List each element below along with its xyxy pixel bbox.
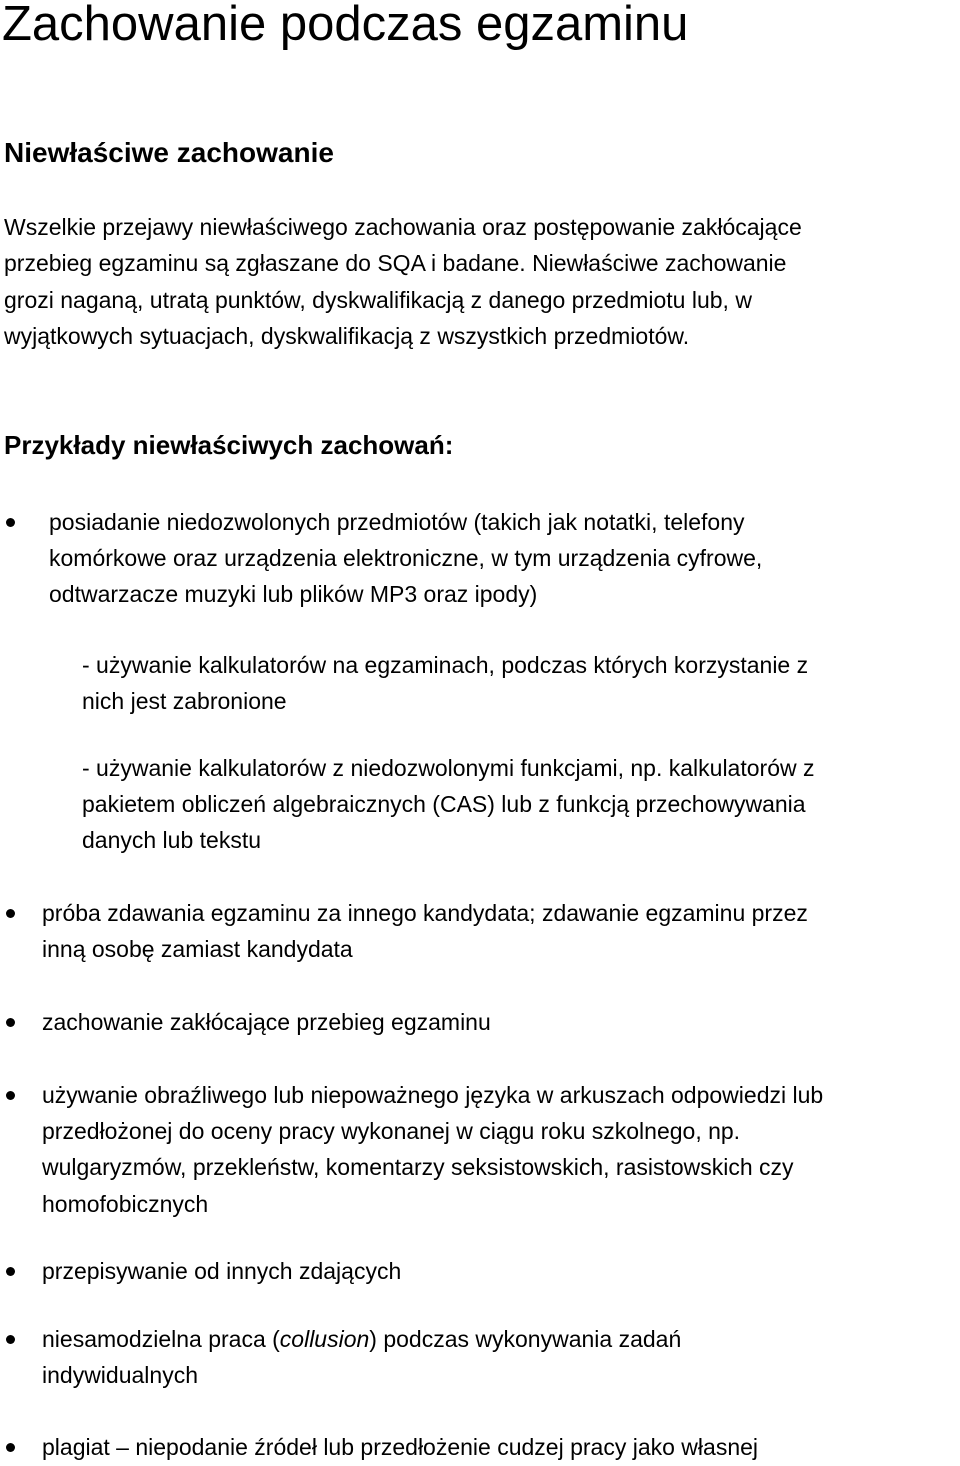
list-item-line [42, 1321, 952, 1357]
list-item-line: próba zdawania egzaminu za innego kandydata; zdawanie egzaminu przez [42, 900, 808, 926]
section-heading: Niewłaściwe zachowanie [4, 137, 334, 168]
intro-line: przebieg egzaminu są zgłaszane do SQA i badane. Niewłaściwe zachowanie [4, 250, 787, 277]
list-item-line: indywidualnych [42, 1362, 198, 1389]
bullet-icon [6, 1443, 15, 1452]
list-item-text: ) podczas wykonywania zadań [369, 1326, 682, 1352]
list-item-line: odtwarzacze muzyki lub plików MP3 oraz ipody) [49, 581, 538, 608]
list-item-line: homofobicznych [42, 1190, 209, 1217]
list-item [42, 1004, 952, 1040]
list-item [42, 1429, 957, 1465]
sub-list-item-line: pakietem obliczeń algebraicznych (CAS) lub z funkcją przechowywania [82, 791, 806, 818]
sub-list-item [82, 647, 952, 719]
list-item [42, 1077, 957, 1222]
bullet-icon [6, 909, 15, 918]
list-item [49, 504, 949, 613]
bullet-icon [6, 1091, 15, 1100]
sub-list-item-line: - używanie kalkulatorów z niedozwolonymi funkcjami, np. kalkulatorów z [82, 755, 815, 781]
sub-list-item-line: nich jest zabronione [82, 688, 287, 715]
bullet-icon [6, 518, 15, 527]
list-item-italic-term: collusion [279, 1326, 370, 1352]
list-item-line: inną osobę zamiast kandydata [42, 936, 353, 963]
list-item-line: plagiat – niepodanie źródeł lub przedłożenie cudzej pracy jako własnej [42, 1434, 759, 1460]
intro-line: Wszelkie przejawy niewłaściwego zachowania oraz postępowanie zakłócające [4, 214, 802, 240]
list-item [42, 1321, 952, 1393]
bullet-icon [6, 1335, 15, 1344]
list-item-line: wulgaryzmów, przekleństw, komentarzy seksistowskich, rasistowskich czy [42, 1154, 794, 1181]
examples-heading: Przykłady niewłaściwych zachowań: [4, 430, 454, 460]
sub-list-item [82, 750, 952, 859]
list-item [42, 1253, 952, 1289]
bullet-icon [6, 1267, 15, 1276]
sub-list-item-line: danych lub tekstu [82, 827, 262, 854]
sub-list-item-line: - używanie kalkulatorów na egzaminach, podczas których korzystanie z [82, 652, 809, 678]
bullet-icon [6, 1018, 15, 1027]
list-item-line: zachowanie zakłócające przebieg egzaminu [42, 1009, 491, 1035]
list-item-line: używanie obraźliwego lub niepoważnego języka w arkuszach odpowiedzi lub [42, 1082, 824, 1108]
page-title: Zachowanie podczas egzaminu [2, 0, 689, 51]
list-item-line: posiadanie niedozwolonych przedmiotów (takich jak notatki, telefony [49, 509, 745, 535]
list-item-text: niesamodzielna praca ( [42, 1326, 280, 1352]
intro-line: wyjątkowych sytuacjach, dyskwalifikacją z wszystkich przedmiotów. [4, 322, 690, 349]
list-item [42, 895, 952, 967]
intro-paragraph [4, 209, 954, 354]
list-item-line: przedłożonej do oceny pracy wykonanej w ciągu roku szkolnego, np. [42, 1118, 741, 1145]
list-item-line: przepisywanie od innych zdających [42, 1258, 402, 1284]
list-item-line: komórkowe oraz urządzenia elektroniczne, w tym urządzenia cyfrowe, [49, 545, 763, 572]
intro-line: grozi naganą, utratą punktów, dyskwalifikacją z danego przedmiotu lub, w [4, 286, 752, 313]
